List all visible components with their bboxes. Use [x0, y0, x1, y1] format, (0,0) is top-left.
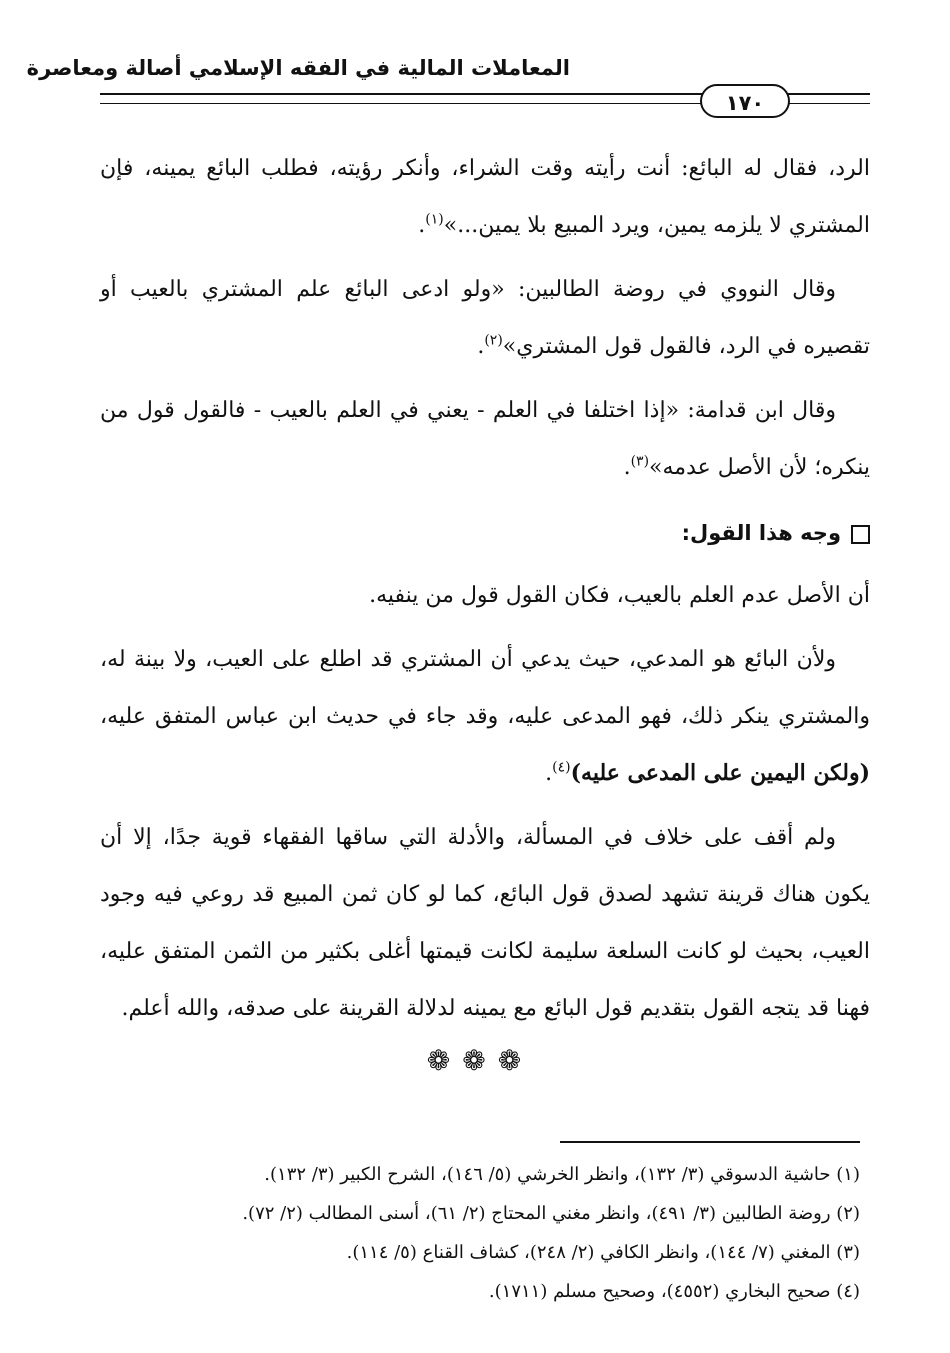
footnotes	[100, 1155, 860, 1311]
footnote-ref: (٢)	[484, 332, 503, 349]
page-number: ١٧٠	[700, 84, 790, 118]
paragraph	[100, 261, 870, 375]
paragraph-end: .	[477, 334, 485, 359]
paragraph-text: الرد، فقال له البائع: أنت رأيته وقت الشراء، وأنكر رؤيته، فطلب البائع يمينه، فإن المشتري لا يلزمه يمين، ويرد المبيع بلا يمين...»	[100, 156, 870, 238]
ornament-separator: ❁❁❁	[426, 1044, 534, 1077]
square-bullet-icon	[851, 525, 870, 544]
footnote: (١) حاشية الدسوقي (٣/ ١٣٢)، وانظر الخرشي (٥/ ١٤٦)، الشرح الكبير (٣/ ١٣٢).	[264, 1164, 860, 1185]
section-heading-text: وجه هذا القول:	[681, 521, 841, 545]
paragraph-text: ولم أقف على خلاف في المسألة، والأدلة التي ساقها الفقهاء قوية جدًا، إلا أن يكون هناك قرينة تشهد لصدق قول البائع، كما لو كان ثمن المبيع قد روعي فيه وجود العيب، بحيث لو كانت السلعة سليمة لكانت قيمتها أغلى بكثير من الثمن المتفق عليه، فهنا قد يتجه القول بتقديم قول البائع مع يمينه لدلالة القرينة على صدقه، والله أعلم.	[100, 825, 870, 1021]
section-heading	[100, 503, 870, 563]
paragraph-text: وقال ابن قدامة: «إذا اختلفا في العلم - يعني في العلم بالعيب - فالقول قول من ينكره؛ لأن الأصل عدمه»	[100, 398, 870, 480]
footnote-ref: (٤)	[552, 759, 571, 776]
footnote: (٣) المغني (٧/ ١٤٤)، وانظر الكافي (٢/ ٢٤٨)، كشاف القناع (٥/ ١١٤).	[346, 1242, 860, 1263]
footnote-rule	[560, 1141, 860, 1143]
footnote-ref: (٣)	[630, 453, 650, 470]
paragraph	[100, 809, 870, 1037]
paragraph-text: ولأن البائع هو المدعي، حيث يدعي أن المشتري قد اطلع على العيب، ولا بينة له، والمشتري ينكر ذلك، فهو المدعى عليه، وقد جاء في حديث ابن عباس المتفق عليه،	[100, 647, 870, 729]
paragraph	[100, 382, 870, 496]
paragraph-end: .	[545, 761, 553, 786]
paragraph	[100, 631, 870, 802]
running-header-title: المعاملات المالية في الفقه الإسلامي أصالة ومعاصرة	[26, 56, 570, 80]
footnote-ref: (١)	[425, 211, 444, 228]
main-text	[100, 140, 870, 1044]
paragraph-end: .	[418, 213, 426, 238]
paragraph	[100, 567, 870, 624]
paragraph-text: وقال النووي في روضة الطالبين: «ولو ادعى البائع علم المشتري بالعيب أو تقصيره في الرد، فالقول قول المشتري»	[100, 277, 870, 359]
paragraph-end: .	[623, 455, 631, 480]
footnote: (٢) روضة الطالبين (٣/ ٤٩١)، وانظر مغني المحتاج (٢/ ٦١)، أسنى المطالب (٢/ ٧٢).	[242, 1203, 860, 1224]
footnote: (٤) صحيح البخاري (٤٥٥٢)، وصحيح مسلم (١٧١١).	[488, 1281, 860, 1302]
hadith-quote: (ولكن اليمين على المدعى عليه)	[570, 760, 870, 786]
paragraph-text: أن الأصل عدم العلم بالعيب، فكان القول قول من ينفيه.	[369, 583, 870, 608]
paragraph	[100, 140, 870, 254]
